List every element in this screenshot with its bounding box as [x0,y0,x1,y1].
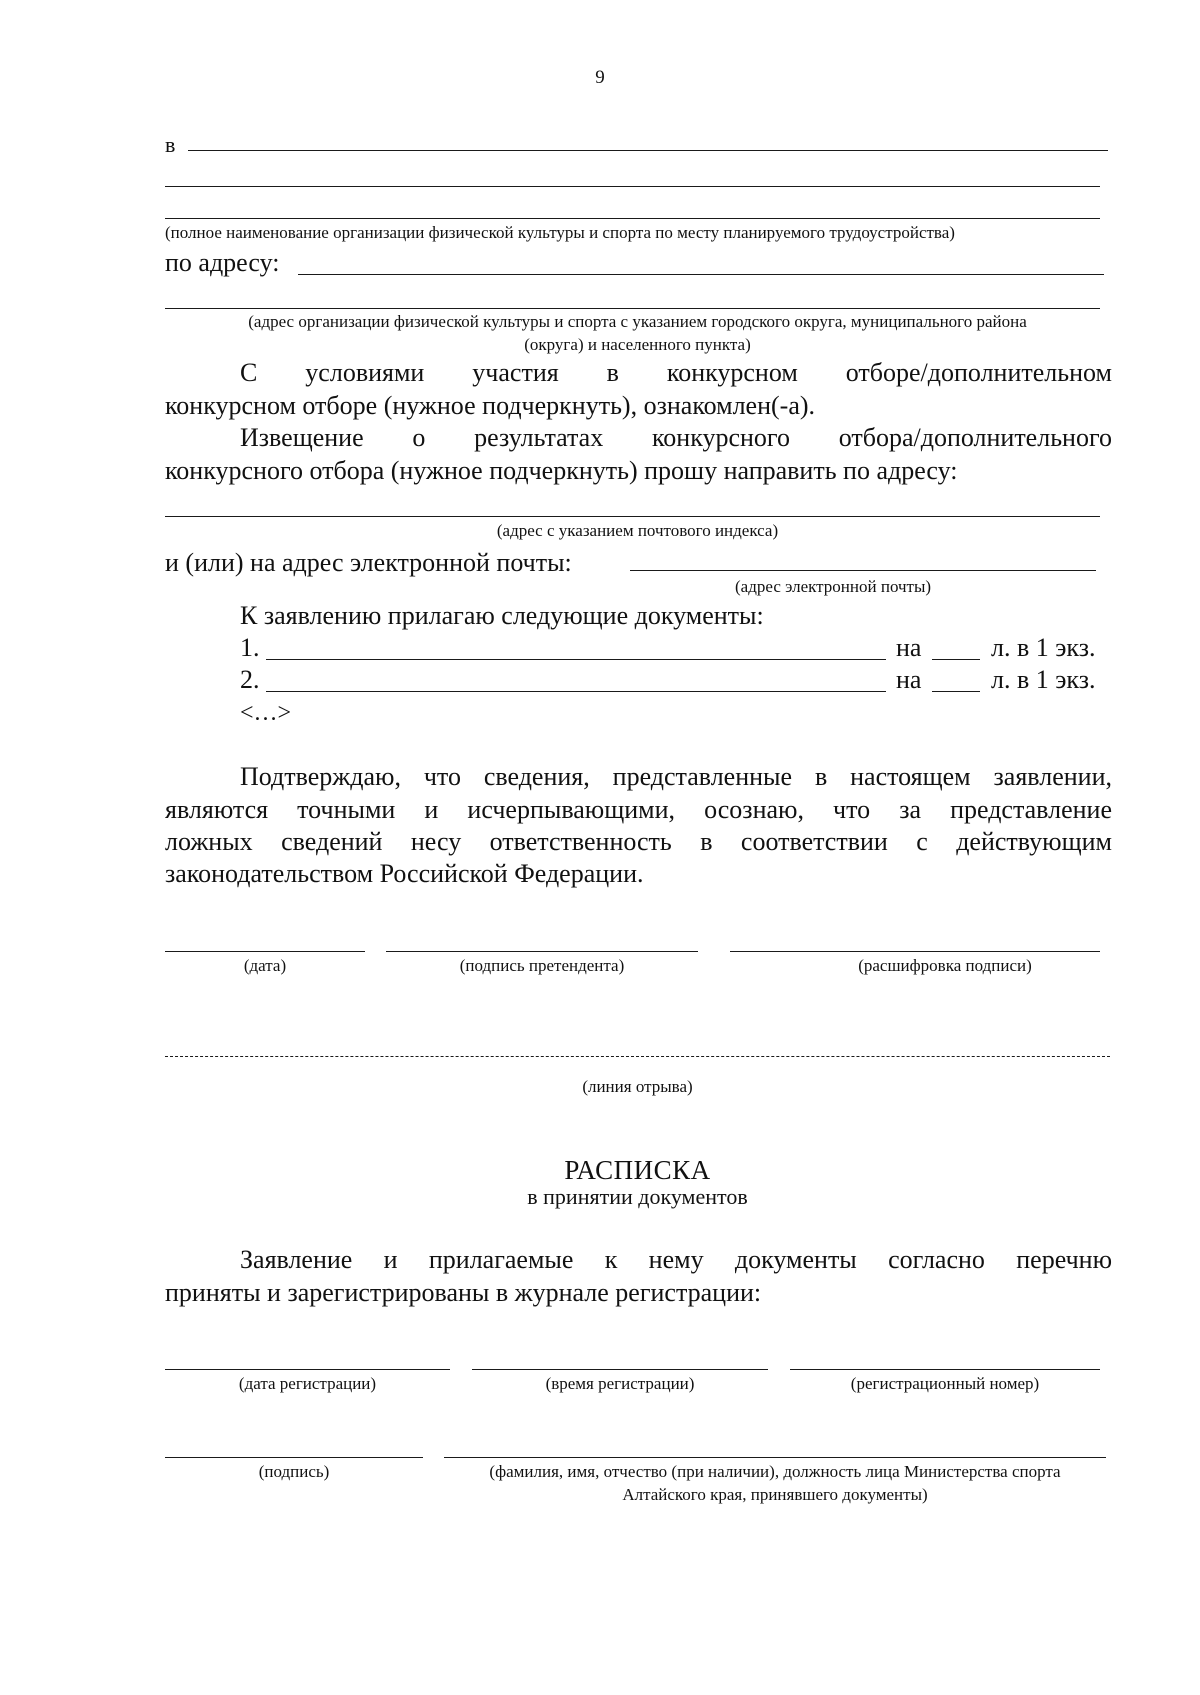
conditions-line-1: С условиями участия в конкурсном отборе/дополнительном [240,358,1112,387]
address-line-1[interactable] [298,274,1104,275]
attachment-number: 1. [240,633,260,662]
receipt-title: РАСПИСКА [564,1155,711,1185]
conditions-line-2: конкурсном отборе (нужное подчеркнуть), ознакомлен(-а). [165,391,816,420]
registration-date-line[interactable] [165,1369,450,1370]
official-name-caption-line-2: Алтайского края, принявшего документы) [622,1485,928,1504]
tear-line [165,1056,1110,1057]
address-caption-line-2: (округа) и населенного пункта) [524,335,751,354]
confirmation-line-2: являются точными и исчерпывающими, осознаю, что за представление [165,795,1112,824]
address-caption-line-1: (адрес организации физической культуры и спорта с указанием городского округа, муниципального района [248,312,1027,331]
registration-time-line[interactable] [472,1369,768,1370]
attachments-ellipsis: <…> [240,700,292,726]
signature-decoding-line[interactable] [730,951,1100,952]
signature-line[interactable] [386,951,698,952]
registration-time-caption: (время регистрации) [545,1374,695,1393]
attachment-pages-line[interactable] [932,659,980,660]
postal-address-caption: (адрес с указанием почтового индекса) [496,521,779,540]
receipt-line-1: Заявление и прилагаемые к нему документы согласно перечню [240,1245,1112,1274]
page-number: 9 [595,67,605,88]
org-name-line-2[interactable] [165,186,1100,187]
email-caption: (адрес электронной почты) [735,577,932,596]
confirmation-line-3: ложных сведений несу ответственность в соответствии с действующим [165,827,1112,856]
attachment-pages-suffix: л. в 1 экз. [991,633,1096,662]
org-name-caption: (полное наименование организации физической культуры и спорта по месту планируемого трудоустройства) [165,223,955,242]
address-label: по адресу: [165,248,280,277]
receipt-subtitle: в принятии документов [527,1184,748,1209]
official-name-line[interactable] [444,1457,1106,1458]
attachment-number: 2. [240,665,260,694]
attachment-title-line[interactable] [266,659,886,660]
attachments-heading: К заявлению прилагаю следующие документы: [240,601,764,630]
attachment-pages-suffix: л. в 1 экз. [991,665,1096,694]
date-line[interactable] [165,951,365,952]
notice-line-1: Извещение о результатах конкурсного отбора/дополнительного [240,423,1112,452]
org-name-line-3[interactable] [165,218,1100,219]
tear-line-caption: (линия отрыва) [582,1077,693,1096]
registration-number-caption: (регистрационный номер) [850,1374,1040,1393]
attachment-pages-prefix: на [896,633,922,662]
official-name-caption-line-1: (фамилия, имя, отчество (при наличии), должность лица Министерства спорта [489,1462,1061,1481]
address-line-2[interactable] [165,308,1100,309]
confirmation-line-4: законодательством Российской Федерации. [165,859,644,888]
postal-address-line[interactable] [165,516,1100,517]
org-name-line-1[interactable] [188,150,1108,151]
attachment-title-line[interactable] [266,691,886,692]
signature-caption: (подпись претендента) [459,956,625,975]
attachment-pages-prefix: на [896,665,922,694]
org-prefix: в [165,132,176,157]
confirmation-line-1: Подтверждаю, что сведения, представленные в настоящем заявлении, [240,762,1112,791]
email-line[interactable] [630,570,1096,571]
registration-number-line[interactable] [790,1369,1100,1370]
notice-line-2: конкурсного отбора (нужное подчеркнуть) прошу направить по адресу: [165,456,958,485]
email-label: и (или) на адрес электронной почты: [165,548,572,577]
receipt-line-2: приняты и зарегистрированы в журнале регистрации: [165,1278,762,1307]
attachment-pages-line[interactable] [932,691,980,692]
official-signature-line[interactable] [165,1457,423,1458]
date-caption: (дата) [243,956,287,975]
signature-decoding-caption: (расшифровка подписи) [858,956,1032,975]
official-signature-caption: (подпись) [258,1462,330,1481]
registration-date-caption: (дата регистрации) [238,1374,377,1393]
